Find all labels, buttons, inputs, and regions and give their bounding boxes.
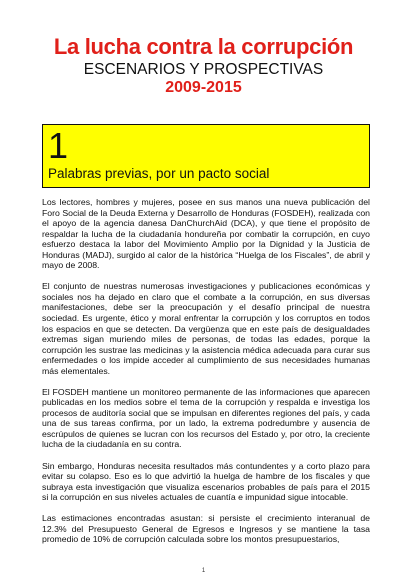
document-title: La lucha contra la corrupción — [53, 34, 354, 59]
paragraph: Sin embargo, Honduras necesita resultados más contundentes y a corto plazo para evitar su colapso. Eso es lo que advirtió la huelga de hambre de los fiscales y que subraya esta investigación que visualiza escenarios probables de país para el 2015 si la corrupción en sus niveles actuales de cuantía e impunidad sigue intocable. — [42, 460, 370, 503]
document-subtitle: ESCENARIOS Y PROSPECTIVAS — [83, 61, 324, 78]
body-text — [42, 197, 370, 555]
paragraph: Las estimaciones encontradas asustan: si persiste el crecimiento interanual de 12.3% del Presupuesto General de Egresos e Ingresos y se mantiene la tasa promedio de 10% de corrupción calculada sobre los montos presupuestarios, — [42, 513, 370, 545]
page-number: 1 — [201, 568, 206, 574]
chapter-heading-box — [42, 124, 370, 188]
document-years: 2009-2015 — [165, 79, 242, 96]
chapter-number: 1 — [48, 125, 69, 166]
paragraph: El conjunto de nuestras numerosas investigaciones y publicaciones económicas y sociales nos ha dejado en claro que el combate a la corrupción, en sus diversas manifestaciones, debe ser la preocupación y el desafío principal de nuestra sociedad. Es urgente, ético y moral enfrentar la corrupción y los corruptos en todos los espacios en que se detecten. Da vergüenza que en este país de desigualdades extremas sigan muriendo miles de personas, de todas las edades, porque la corrupción les sustrae las medicinas y la asistencia médica adecuada para curar sus enfermedades o los impide acceder al cumplimiento de sus necesidades humanas más elementales. — [42, 281, 370, 376]
paragraph: Los lectores, hombres y mujeres, posee en sus manos una nueva publicación del Foro Social de la Deuda Externa y Desarrollo de Honduras (FOSDEH), realizada con el apoyo de la agencia danesa DanChurchAid (DCA), y que tiene el propósito de respaldar la lucha de la ciudadanía hondureña por combatir la corrupción, en cuyo esfuerzo destaca la labor del Movimiento Amplio por la Dignidad y la Justicia de Honduras (MADJ), surgido al calor de la histórica “Huelga de los Fiscales”, de abril y mayo de 2008. — [42, 197, 370, 271]
chapter-title: Palabras previas, por un pacto social — [48, 166, 270, 181]
paragraph: El FOSDEH mantiene un monitoreo permanente de las informaciones que aparecen publicadas en los medios sobre el tema de la corrupción y respalda e investiga los procesos de auditoría social que se impulsan en diferentes regiones del país, y cada una de sus tareas confirma, por un lado, la extrema podredumbre y ausencia de escrúpulos de quienes se lucran con los recursos del Estado y, por otro, la creciente lucha de la ciudadanía en su contra. — [42, 386, 370, 450]
